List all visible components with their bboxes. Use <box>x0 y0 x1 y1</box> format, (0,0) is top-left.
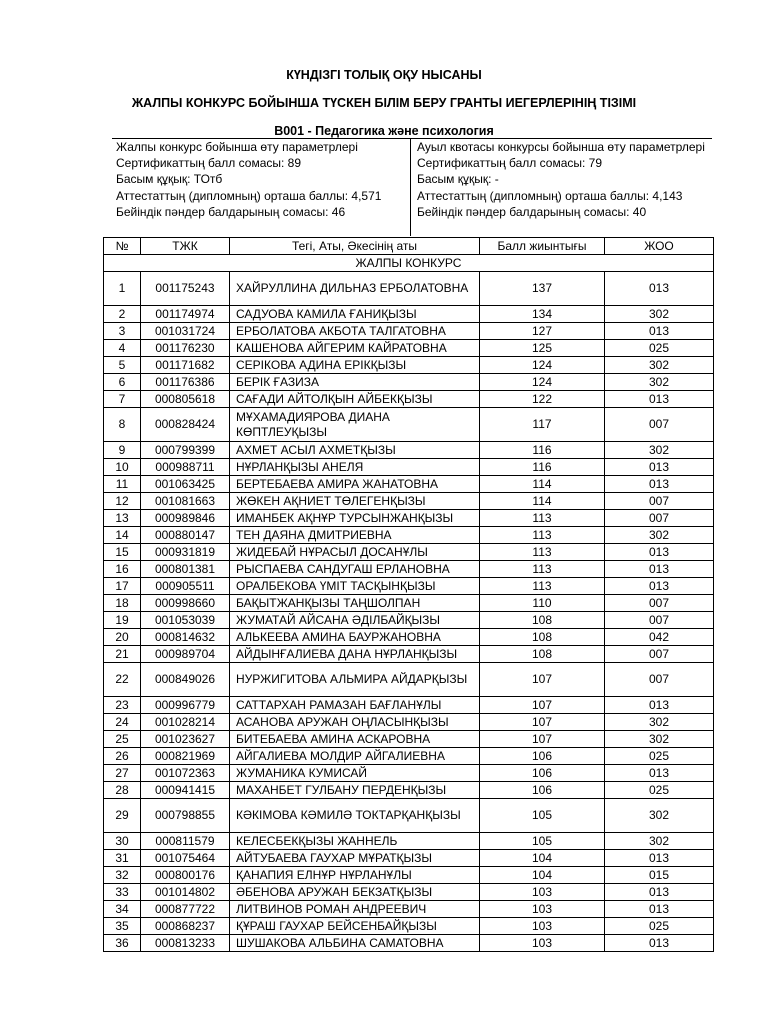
col-score-header: Балл жиынтығы <box>480 238 605 255</box>
row-university: 013 <box>605 884 714 901</box>
row-number: 18 <box>104 595 141 612</box>
row-university: 013 <box>605 272 714 306</box>
row-university: 302 <box>605 442 714 459</box>
row-name: ТЕН ДАЯНА ДМИТРИЕВНА <box>230 527 480 544</box>
row-university: 013 <box>605 544 714 561</box>
row-id: 000798855 <box>141 799 230 833</box>
row-name: АСАНОВА АРУЖАН ОҢЛАСЫНҚЫЗЫ <box>230 714 480 731</box>
row-number: 15 <box>104 544 141 561</box>
table-row <box>104 323 714 340</box>
row-number: 11 <box>104 476 141 493</box>
row-name: ЛИТВИНОВ РОМАН АНДРЕЕВИЧ <box>230 901 480 918</box>
row-name: ҚҰРАШ ГАУХАР БЕЙСЕНБАЙҚЫЗЫ <box>230 918 480 935</box>
table-row <box>104 782 714 799</box>
row-number: 12 <box>104 493 141 510</box>
row-score: 134 <box>480 306 605 323</box>
row-number: 24 <box>104 714 141 731</box>
row-id: 000941415 <box>141 782 230 799</box>
row-name: АЙТУБАЕВА ГАУХАР МҰРАТҚЫЗЫ <box>230 850 480 867</box>
row-score: 116 <box>480 459 605 476</box>
row-score: 127 <box>480 323 605 340</box>
row-number: 4 <box>104 340 141 357</box>
row-university: 025 <box>605 782 714 799</box>
row-number: 26 <box>104 748 141 765</box>
table-row <box>104 272 714 306</box>
row-university: 007 <box>605 510 714 527</box>
row-university: 013 <box>605 578 714 595</box>
row-number: 19 <box>104 612 141 629</box>
row-id: 000814632 <box>141 629 230 646</box>
row-university: 302 <box>605 714 714 731</box>
row-university: 013 <box>605 850 714 867</box>
row-id: 000931819 <box>141 544 230 561</box>
table-header-row <box>104 238 714 255</box>
row-university: 007 <box>605 408 714 442</box>
col-university-header: ЖОО <box>605 238 714 255</box>
row-number: 3 <box>104 323 141 340</box>
param-average: Аттестаттың (дипломның) орташа баллы: 4,571 <box>116 188 382 203</box>
table-row <box>104 833 714 850</box>
row-score: 116 <box>480 442 605 459</box>
table-row <box>104 561 714 578</box>
row-number: 34 <box>104 901 141 918</box>
row-name: КАШЕНОВА АЙГЕРИМ КАЙРАТОВНА <box>230 340 480 357</box>
row-number: 10 <box>104 459 141 476</box>
row-number: 13 <box>104 510 141 527</box>
row-name: САТТАРХАН РАМАЗАН БАҒЛАНҰЛЫ <box>230 697 480 714</box>
row-score: 124 <box>480 357 605 374</box>
list-title: ЖАЛПЫ КОНКУРС БОЙЫНША ТҮСКЕН БІЛІМ БЕРУ ГРАНТЫ ИЕГЕРЛЕРІНІҢ ТІЗІМІ <box>131 96 637 110</box>
row-university: 013 <box>605 476 714 493</box>
row-number: 14 <box>104 527 141 544</box>
row-id: 000989846 <box>141 510 230 527</box>
row-number: 7 <box>104 391 141 408</box>
row-university: 302 <box>605 799 714 833</box>
row-number: 21 <box>104 646 141 663</box>
row-score: 113 <box>480 527 605 544</box>
row-name: АЙГАЛИЕВА МОЛДИР АЙГАЛИЕВНА <box>230 748 480 765</box>
row-university: 302 <box>605 833 714 850</box>
row-number: 33 <box>104 884 141 901</box>
table-row <box>104 629 714 646</box>
table-row <box>104 901 714 918</box>
table-row <box>104 663 714 697</box>
section-label: ЖАЛПЫ КОНКУРС <box>104 255 714 272</box>
row-id: 001171682 <box>141 357 230 374</box>
section-row <box>104 255 714 272</box>
row-score: 108 <box>480 612 605 629</box>
table-row <box>104 918 714 935</box>
param-profile-sum: Бейіндік пәндер балдарының сомасы: 46 <box>116 204 346 219</box>
row-id: 001175243 <box>141 272 230 306</box>
row-number: 17 <box>104 578 141 595</box>
row-university: 007 <box>605 493 714 510</box>
row-score: 107 <box>480 697 605 714</box>
row-number: 2 <box>104 306 141 323</box>
col-number-header: № <box>104 238 141 255</box>
row-score: 124 <box>480 374 605 391</box>
table-row <box>104 459 714 476</box>
row-id: 000813233 <box>141 935 230 952</box>
row-name: МҰХАМАДИЯРОВА ДИАНА КӨПТЛЕУҚЫЗЫ <box>230 408 480 442</box>
row-id: 000905511 <box>141 578 230 595</box>
row-name: АЙДЫНҒАЛИЕВА ДАНА НҰРЛАНҚЫЗЫ <box>230 646 480 663</box>
table-row <box>104 646 714 663</box>
row-id: 001075464 <box>141 850 230 867</box>
row-id: 001081663 <box>141 493 230 510</box>
table-row <box>104 357 714 374</box>
table-row <box>104 544 714 561</box>
form-title: КҮНДІЗГІ ТОЛЫҚ ОҚУ НЫСАНЫ <box>286 68 482 82</box>
row-score: 103 <box>480 935 605 952</box>
row-score: 106 <box>480 782 605 799</box>
row-name: ЕРБОЛАТОВА АКБОТА ТАЛГАТОВНА <box>230 323 480 340</box>
row-id: 000877722 <box>141 901 230 918</box>
row-id: 000998660 <box>141 595 230 612</box>
param-profile-sum: Бейіндік пәндер балдарының сомасы: 40 <box>417 204 647 219</box>
row-name: ӘБЕНОВА АРУЖАН БЕКЗАТҚЫЗЫ <box>230 884 480 901</box>
row-id: 001176386 <box>141 374 230 391</box>
row-university: 042 <box>605 629 714 646</box>
row-name: БАҚЫТЖАНҚЫЗЫ ТАҢШОЛПАН <box>230 595 480 612</box>
row-id: 001031724 <box>141 323 230 340</box>
row-university: 013 <box>605 561 714 578</box>
row-score: 107 <box>480 714 605 731</box>
table-row <box>104 476 714 493</box>
row-university: 302 <box>605 731 714 748</box>
row-id: 001176230 <box>141 340 230 357</box>
row-id: 001014802 <box>141 884 230 901</box>
table-row <box>104 442 714 459</box>
program-title: В001 - Педагогика және психология <box>274 124 494 138</box>
row-university: 007 <box>605 612 714 629</box>
row-id: 000821969 <box>141 748 230 765</box>
row-score: 110 <box>480 595 605 612</box>
row-number: 32 <box>104 867 141 884</box>
param-score-sum: Сертификаттың балл сомасы: 89 <box>116 156 302 171</box>
grant-holders-table <box>103 237 714 952</box>
row-university: 302 <box>605 527 714 544</box>
row-score: 107 <box>480 731 605 748</box>
table-row <box>104 714 714 731</box>
row-number: 35 <box>104 918 141 935</box>
row-name: РЫСПАЕВА САНДУГАШ ЕРЛАНОВНА <box>230 561 480 578</box>
table-row <box>104 408 714 442</box>
row-id: 000800176 <box>141 867 230 884</box>
row-id: 000811579 <box>141 833 230 850</box>
param-average: Аттестаттың (дипломның) орташа баллы: 4,143 <box>417 188 683 203</box>
row-name: АЛЬКЕЕВА АМИНА БАУРЖАНОВНА <box>230 629 480 646</box>
row-university: 302 <box>605 306 714 323</box>
table-row <box>104 765 714 782</box>
row-score: 113 <box>480 561 605 578</box>
row-score: 113 <box>480 510 605 527</box>
row-id: 000868237 <box>141 918 230 935</box>
row-name: ЖУМАНИКА КУМИСАЙ <box>230 765 480 782</box>
row-name: БЕРТЕБАЕВА АМИРА ЖАНАТОВНА <box>230 476 480 493</box>
row-score: 106 <box>480 748 605 765</box>
row-name: ЖӨКЕН АҚНИЕТ ТӨЛЕГЕНҚЫЗЫ <box>230 493 480 510</box>
row-university: 302 <box>605 357 714 374</box>
row-name: ХАЙРУЛЛИНА ДИЛЬНАЗ ЕРБОЛАТОВНА <box>230 272 480 306</box>
table-row <box>104 340 714 357</box>
row-name: ОРАЛБЕКОВА ҮМІТ ТАСҚЫНҚЫЗЫ <box>230 578 480 595</box>
row-university: 013 <box>605 323 714 340</box>
param-priority: Басым құқық: - <box>417 172 499 187</box>
table-row <box>104 867 714 884</box>
table-row <box>104 374 714 391</box>
row-id: 000828424 <box>141 408 230 442</box>
row-score: 113 <box>480 578 605 595</box>
row-name: САҒАДИ АЙТОЛҚЫН АЙБЕКҚЫЗЫ <box>230 391 480 408</box>
row-university: 025 <box>605 918 714 935</box>
table-row <box>104 748 714 765</box>
table-row <box>104 595 714 612</box>
row-id: 000799399 <box>141 442 230 459</box>
table-row <box>104 391 714 408</box>
row-id: 001053039 <box>141 612 230 629</box>
row-number: 16 <box>104 561 141 578</box>
row-id: 000849026 <box>141 663 230 697</box>
col-name-header: Тегі, Аты, Әкесінің аты <box>230 238 480 255</box>
rural-quota-parameters <box>417 139 711 220</box>
parameters-block <box>112 138 712 236</box>
row-number: 36 <box>104 935 141 952</box>
row-score: 106 <box>480 765 605 782</box>
table-row <box>104 510 714 527</box>
row-name: ЖИДЕБАЙ НҰРАСЫЛ ДОСАНҰЛЫ <box>230 544 480 561</box>
table-row <box>104 935 714 952</box>
row-name: БЕРІК ҒАЗИЗА <box>230 374 480 391</box>
row-number: 30 <box>104 833 141 850</box>
row-score: 114 <box>480 493 605 510</box>
row-score: 104 <box>480 850 605 867</box>
row-number: 23 <box>104 697 141 714</box>
row-name: КЕЛЕСБЕКҚЫЗЫ ЖАННЕЛЬ <box>230 833 480 850</box>
table-row <box>104 612 714 629</box>
row-name: КӘКІМОВА КӘМИЛӘ ТОКТАРҚАНҚЫЗЫ <box>230 799 480 833</box>
row-id: 001023627 <box>141 731 230 748</box>
row-name: НҰРЛАНҚЫЗЫ АНЕЛЯ <box>230 459 480 476</box>
row-number: 25 <box>104 731 141 748</box>
row-score: 113 <box>480 544 605 561</box>
row-university: 025 <box>605 748 714 765</box>
param-title: Ауыл квотасы конкурсы бойынша өту параметрлері <box>417 140 705 154</box>
row-id: 000988711 <box>141 459 230 476</box>
row-number: 1 <box>104 272 141 306</box>
table-row <box>104 731 714 748</box>
col-id-header: ТЖК <box>141 238 230 255</box>
row-number: 9 <box>104 442 141 459</box>
row-university: 013 <box>605 935 714 952</box>
row-score: 103 <box>480 884 605 901</box>
table-row <box>104 850 714 867</box>
row-name: СЕРІКОВА АДИНА ЕРІКҚЫЗЫ <box>230 357 480 374</box>
row-name: ЖУМАТАЙ АЙСАНА ӘДІЛБАЙҚЫЗЫ <box>230 612 480 629</box>
row-id: 001072363 <box>141 765 230 782</box>
row-number: 28 <box>104 782 141 799</box>
row-university: 007 <box>605 646 714 663</box>
row-university: 025 <box>605 340 714 357</box>
row-name: ҚАНАПИЯ ЕЛНҰР НҰРЛАНҰЛЫ <box>230 867 480 884</box>
row-score: 108 <box>480 646 605 663</box>
row-university: 013 <box>605 697 714 714</box>
row-university: 013 <box>605 901 714 918</box>
row-number: 6 <box>104 374 141 391</box>
row-score: 108 <box>480 629 605 646</box>
row-name: САДУОВА КАМИЛА ҒАНИҚЫЗЫ <box>230 306 480 323</box>
row-university: 015 <box>605 867 714 884</box>
row-university: 007 <box>605 595 714 612</box>
row-score: 103 <box>480 918 605 935</box>
row-score: 122 <box>480 391 605 408</box>
param-title: Жалпы конкурс бойынша өту параметрлері <box>116 140 358 154</box>
table-row <box>104 578 714 595</box>
row-university: 302 <box>605 374 714 391</box>
row-score: 117 <box>480 408 605 442</box>
row-score: 137 <box>480 272 605 306</box>
row-name: АХМЕТ АСЫЛ АХМЕТҚЫЗЫ <box>230 442 480 459</box>
row-id: 001063425 <box>141 476 230 493</box>
table-row <box>104 697 714 714</box>
row-name: ШУШАКОВА АЛЬБИНА САМАТОВНА <box>230 935 480 952</box>
row-id: 001028214 <box>141 714 230 731</box>
row-university: 013 <box>605 765 714 782</box>
row-name: МАХАНБЕТ ГУЛБАНУ ПЕРДЕНҚЫЗЫ <box>230 782 480 799</box>
row-university: 013 <box>605 391 714 408</box>
row-score: 105 <box>480 799 605 833</box>
row-score: 103 <box>480 901 605 918</box>
row-score: 104 <box>480 867 605 884</box>
table-row <box>104 527 714 544</box>
row-name: НУРЖИГИТОВА АЛЬМИРА АЙДАРҚЫЗЫ <box>230 663 480 697</box>
table-row <box>104 884 714 901</box>
row-id: 000805618 <box>141 391 230 408</box>
row-score: 114 <box>480 476 605 493</box>
table-row <box>104 493 714 510</box>
row-id: 000801381 <box>141 561 230 578</box>
row-number: 5 <box>104 357 141 374</box>
row-number: 20 <box>104 629 141 646</box>
column-divider <box>410 139 411 236</box>
table-row <box>104 799 714 833</box>
row-number: 27 <box>104 765 141 782</box>
row-id: 000880147 <box>141 527 230 544</box>
row-name: БИТЕБАЕВА АМИНА АСКАРОВНА <box>230 731 480 748</box>
row-score: 105 <box>480 833 605 850</box>
row-id: 001174974 <box>141 306 230 323</box>
row-number: 31 <box>104 850 141 867</box>
param-priority: Басым құқық: ТОтб <box>116 172 223 187</box>
row-number: 22 <box>104 663 141 697</box>
general-contest-parameters <box>116 139 406 220</box>
param-score-sum: Сертификаттың балл сомасы: 79 <box>417 156 603 171</box>
row-score: 125 <box>480 340 605 357</box>
row-id: 000989704 <box>141 646 230 663</box>
row-university: 013 <box>605 459 714 476</box>
row-number: 29 <box>104 799 141 833</box>
row-university: 007 <box>605 663 714 697</box>
row-name: ИМАНБЕК АҚНҰР ТУРСЫНЖАНҚЫЗЫ <box>230 510 480 527</box>
row-number: 8 <box>104 408 141 442</box>
row-id: 000996779 <box>141 697 230 714</box>
row-score: 107 <box>480 663 605 697</box>
table-row <box>104 306 714 323</box>
